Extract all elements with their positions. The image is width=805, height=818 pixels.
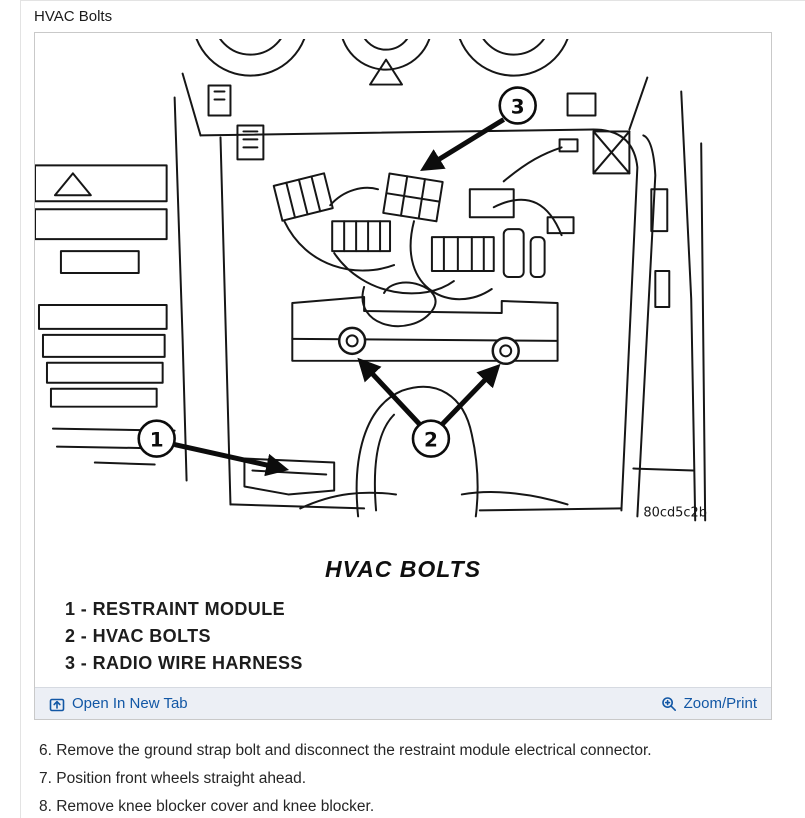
figure-toolbar [35, 687, 771, 719]
figure-code: 80cd5c2b [643, 505, 708, 521]
page-title: HVAC Bolts [34, 8, 113, 25]
figure-title: HVAC BOLTS [324, 556, 482, 582]
callout-2-arrow-left [362, 363, 420, 425]
callout-1 [139, 421, 283, 469]
figure-legend [65, 599, 771, 680]
callout-2 [362, 363, 496, 457]
open-in-new-tab-link[interactable] [49, 695, 188, 712]
legend-item-2: 2 - HVAC BOLTS [65, 626, 211, 646]
callout-2-number: 2 [423, 427, 438, 452]
control-knobs [193, 39, 572, 85]
radio-wire-harness [274, 139, 578, 326]
center-opening [201, 129, 656, 516]
instructions [39, 742, 805, 816]
zoom-print-label: Zoom/Print [683, 695, 757, 712]
callout-1-number: 1 [149, 427, 164, 452]
zoom-print-link[interactable] [661, 695, 757, 712]
hvac-diagram [35, 33, 771, 544]
zoom-magnifier-icon [661, 696, 677, 712]
legend-item-3: 3 - RADIO WIRE HARNESS [65, 653, 303, 673]
open-in-new-tab-label: Open In New Tab [72, 695, 188, 712]
hvac-bolt-left [339, 328, 365, 354]
content-page [20, 0, 805, 818]
hvac-diagram-svg [35, 39, 771, 544]
callout-3-arrow [426, 119, 504, 167]
dash-panel-right [568, 78, 706, 521]
hvac-bolt-right [493, 338, 519, 364]
open-in-new-tab-icon [49, 696, 65, 712]
callout-3 [426, 88, 536, 168]
callout-3-number: 3 [510, 94, 525, 119]
figure-panel [34, 32, 772, 720]
legend-item-1: 1 - RESTRAINT MODULE [65, 599, 286, 619]
instruction-step-7: 7. Position front wheels straight ahead. [39, 770, 307, 787]
instruction-step-8: 8. Remove knee blocker cover and knee blocker. [39, 798, 375, 815]
instruction-step-6: 6. Remove the ground strap bolt and disconnect the restraint module electrical connector. [39, 742, 652, 759]
